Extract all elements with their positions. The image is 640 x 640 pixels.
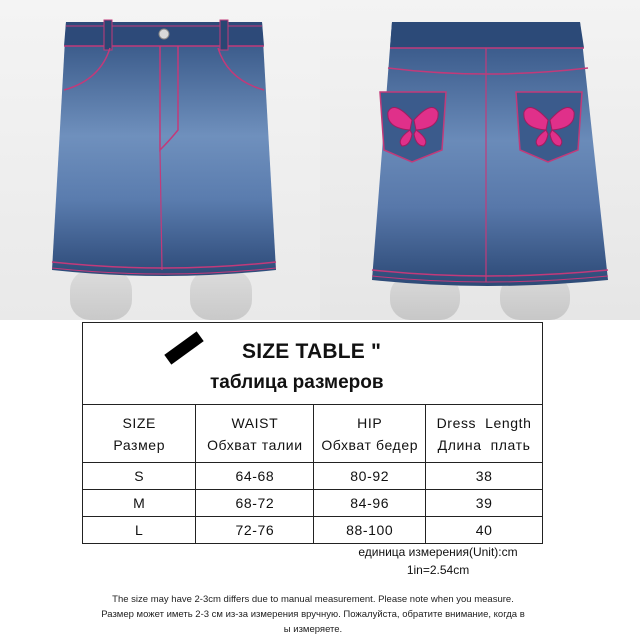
note-russian-1: Размер может иметь 2-3 см из-за измерения вручную. Пожалуйста, обратите внимание, когда в — [101, 609, 525, 620]
cell-hip: 88-100 — [314, 517, 426, 544]
header-waist-ru: Обхват талии — [207, 436, 303, 453]
cell-waist: 72-76 — [196, 517, 314, 544]
table-row — [83, 490, 543, 517]
unit-line-1: единица измерения(Unit):cm — [358, 545, 518, 559]
size-table-header-row — [83, 405, 543, 463]
cell-waist: 64-68 — [196, 463, 314, 490]
header-length — [426, 405, 543, 463]
cell-length: 38 — [426, 463, 543, 490]
cell-length: 40 — [426, 517, 543, 544]
header-waist-en: WAIST — [231, 414, 279, 431]
header-hip-ru: Обхват бедер — [321, 436, 419, 453]
cell-size: S — [83, 463, 196, 490]
measurement-note — [18, 592, 608, 637]
note-english: The size may have 2-3cm differs due to manual measurement. Please note when you measure. — [112, 594, 514, 605]
size-table — [82, 404, 543, 544]
table-row — [83, 517, 543, 544]
cell-size: M — [83, 490, 196, 517]
cell-size: L — [83, 517, 196, 544]
photo-skirt-front[interactable] — [0, 0, 320, 320]
header-waist — [196, 405, 314, 463]
header-size-en: SIZE — [122, 414, 156, 431]
table-row — [83, 463, 543, 490]
skirt-back-illustration — [320, 0, 640, 320]
unit-info — [338, 543, 538, 579]
header-hip-en: HIP — [357, 414, 383, 431]
cell-hip: 84-96 — [314, 490, 426, 517]
cell-waist: 68-72 — [196, 490, 314, 517]
size-table-title: SIZE TABLE " — [242, 340, 382, 363]
header-size — [83, 405, 196, 463]
size-table-subtitle: таблица размеров — [210, 372, 384, 393]
photo-skirt-back[interactable] — [320, 0, 640, 320]
cell-hip: 80-92 — [314, 463, 426, 490]
header-length-en: Dress Length — [436, 414, 532, 431]
header-length-ru: Длина плать — [437, 436, 531, 453]
header-size-ru: Размер — [113, 436, 166, 453]
header-hip — [314, 405, 426, 463]
size-sheet — [82, 322, 543, 640]
note-russian-2: ы измеряете. — [283, 624, 343, 635]
unit-line-2: 1in=2.54cm — [406, 563, 470, 577]
cell-length: 39 — [426, 490, 543, 517]
skirt-front-illustration — [0, 0, 320, 320]
